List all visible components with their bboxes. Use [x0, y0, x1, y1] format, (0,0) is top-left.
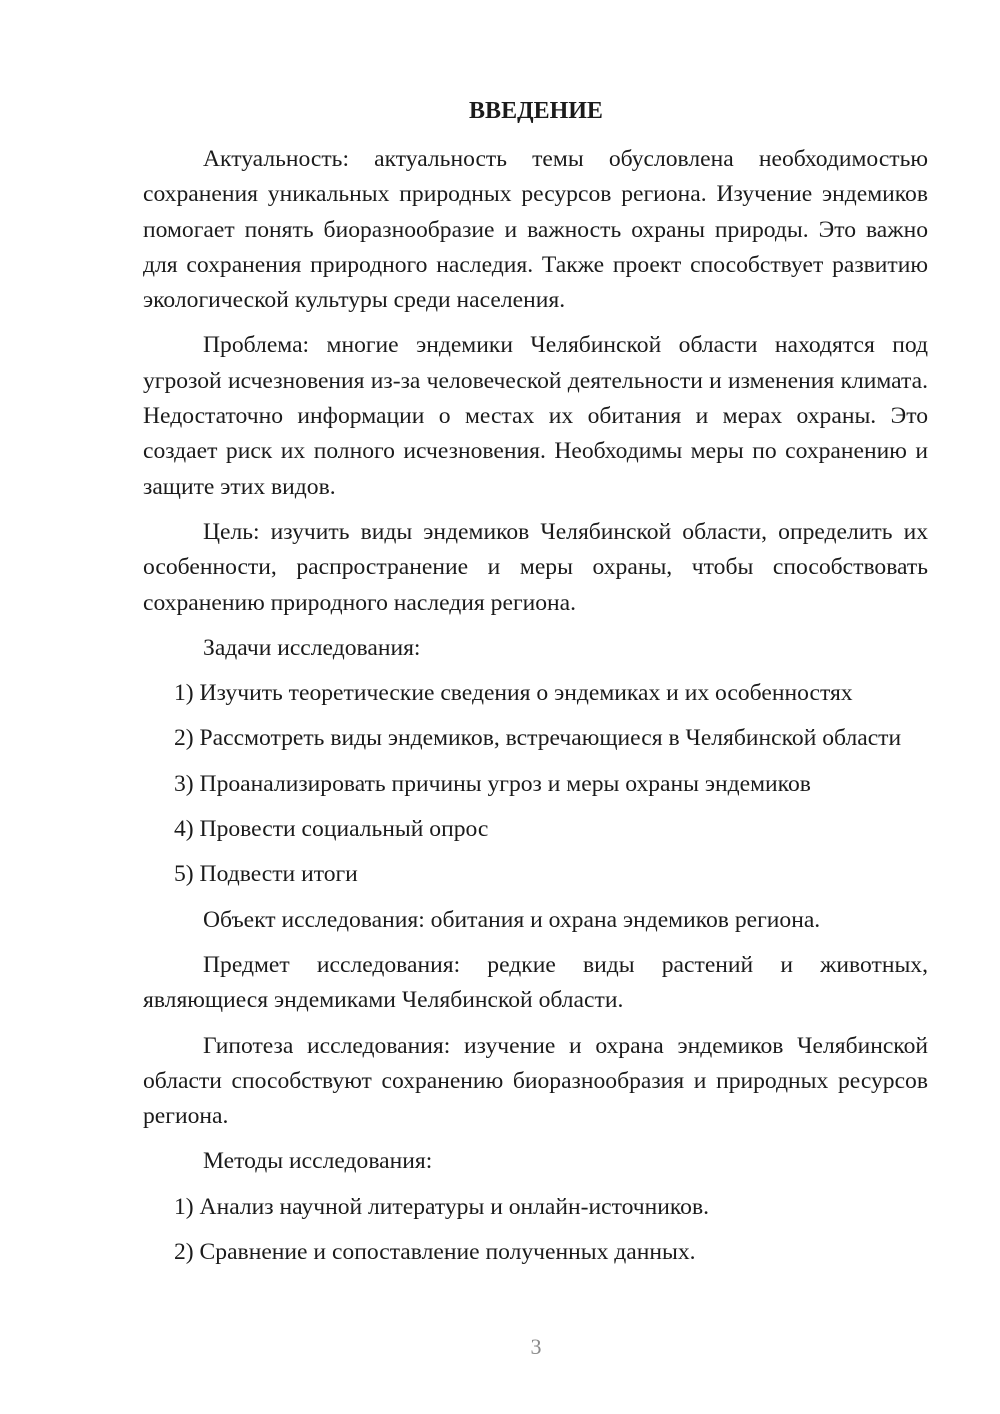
task-item: 5) Подвести итоги	[174, 861, 358, 888]
methods-heading: Методы исследования:	[203, 1148, 433, 1175]
task-item: 2) Рассмотреть виды эндемиков, встречающиеся в Челябинской области	[174, 725, 902, 752]
paragraph-object: Объект исследования: обитания и охрана эндемиков региона.	[203, 906, 821, 933]
paragraph-goal: Цель: изучить виды эндемиков Челябинской области, определить их особенности, распространение и меры охраны, чтобы способствовать сохранению природного наследия региона.	[143, 518, 928, 616]
document-body	[143, 142, 928, 1280]
page-number: 3	[530, 1334, 542, 1359]
method-item: 2) Сравнение и сопоставление полученных данных.	[174, 1239, 696, 1266]
task-item: 4) Провести социальный опрос	[174, 816, 489, 843]
paragraph-subject: Предмет исследования: редкие виды растений и животных, являющиеся эндемиками Челябинской области.	[143, 951, 928, 1014]
page-title: ВВЕДЕНИЕ	[469, 98, 603, 124]
tasks-heading: Задачи исследования:	[203, 634, 421, 661]
paragraph-relevance: Актуальность: актуальность темы обусловлена необходимостью сохранения уникальных природных ресурсов региона. Изучение эндемиков помогает понять биоразнообразие и важность охраны природы. Это важно для сохранения природного наследия. Также проект способствует развитию экологической культуры среди населения.	[143, 146, 928, 314]
task-item: 1) Изучить теоретические сведения о эндемиках и их особенностях	[174, 680, 853, 707]
task-item: 3) Проанализировать причины угроз и меры охраны эндемиков	[174, 770, 811, 797]
method-item: 1) Анализ научной литературы и онлайн-источников.	[174, 1193, 710, 1220]
paragraph-problem: Проблема: многие эндемики Челябинской области находятся под угрозой исчезновения из-за человеческой деятельности и изменения климата. Недостаточно информации о местах их обитания и мерах охраны. Это создает риск их полного исчезновения. Необходимы меры по сохранению и защите этих видов.	[143, 332, 928, 500]
paragraph-hypothesis: Гипотеза исследования: изучение и охрана эндемиков Челябинской области способствуют сохранению биоразнообразия и природных ресурсов региона.	[143, 1032, 928, 1130]
